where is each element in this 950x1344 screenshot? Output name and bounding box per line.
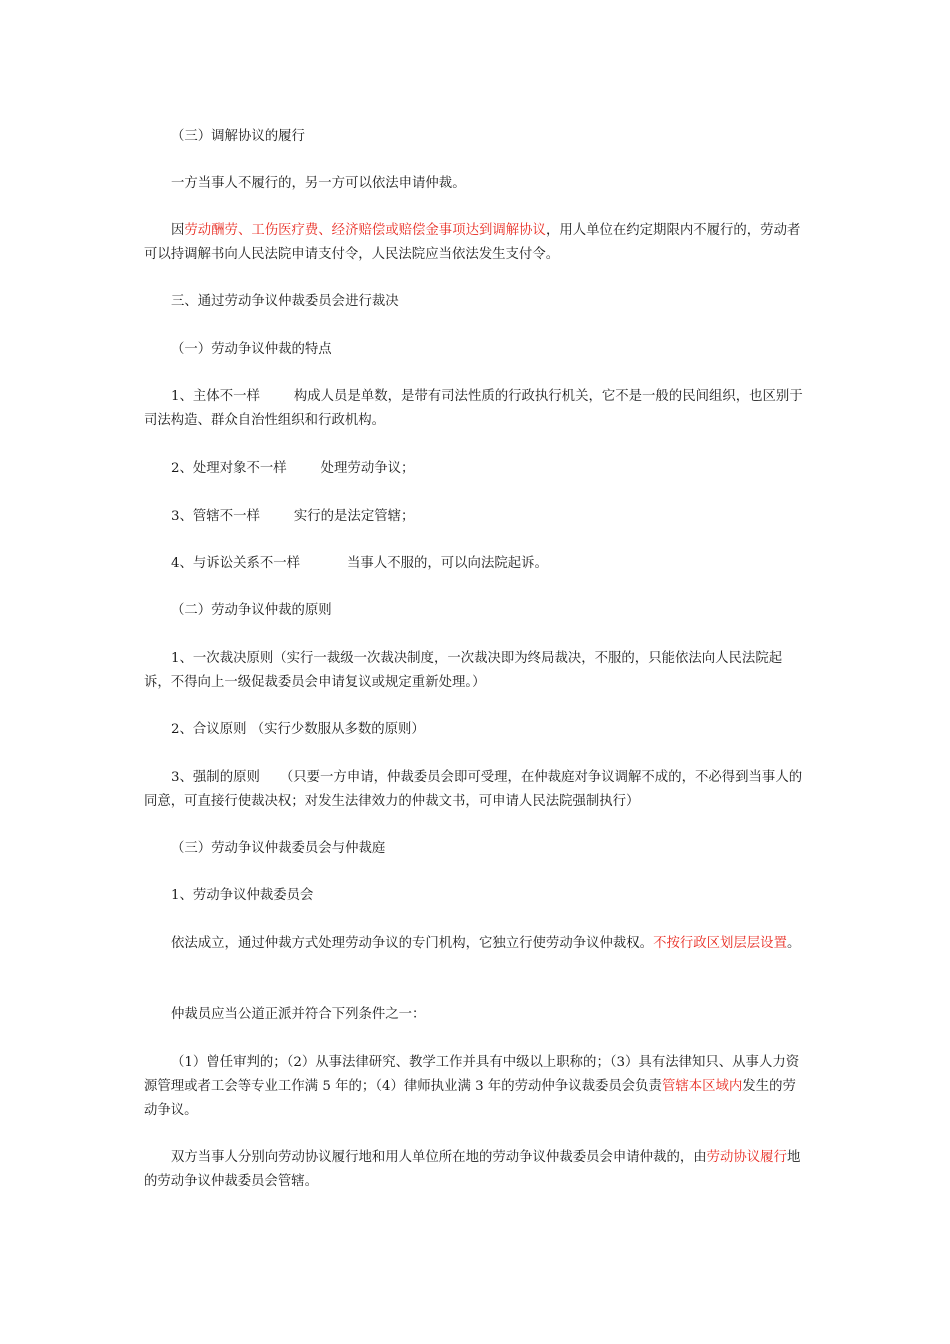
paragraph-text: 仲裁员应当公道正派并符合下列条件之一： [171,1007,426,1022]
paragraph-text: 一方当事人不履行的，另一方可以依法申请仲裁。 [171,176,466,191]
heading-text: （一）劳动争议仲裁的特点 [171,342,332,357]
paragraph-jurisdiction [144,1146,806,1194]
heading-features [144,338,806,362]
principle-item-1 [144,647,806,695]
text-segment: 因 [171,223,185,238]
paragraph-payment-order [144,219,806,267]
feature-item-3 [144,505,806,529]
principle-text: 1、一次裁决原则（实行一裁级一次裁决制度，一次裁决即为终局裁决，不服的，只能依法向人民法院起诉，不得向上一级促裁委员会申请复议或规定重新处理。） [144,651,783,690]
heading-mediation-performance [144,125,806,149]
highlighted-text: 管辖本区域内 [661,1079,743,1094]
text-segment: 双方当事人分别向劳动协议履行地和用人单位所在地的劳动争议仲裁委员会申请仲裁的，由 [171,1150,707,1165]
principle-text: （只要一方申请，仲裁委员会即可受理，在仲裁庭对争议调解不成的，不必得到当事人的同意，可直接行使裁决权；对发生法律效力的仲裁文书，可申请人民法院强制执行） [144,770,803,809]
principle-item-2 [144,718,806,742]
heading-arbitration-section [144,290,806,314]
paragraph-committee-definition [144,932,806,956]
committee-item-1 [144,884,806,908]
feature-label: 1、主体不一样 [171,389,260,404]
heading-text: 三、通过劳动争议仲裁委员会进行裁决 [171,294,399,309]
feature-item-2 [144,457,806,481]
paragraph-arbitrator-conditions [144,1003,806,1027]
heading-text: （三）调解协议的履行 [171,129,305,144]
highlighted-text: 劳动协议履行 [706,1150,787,1165]
feature-text: 构成人员是单数，是带有司法性质的行政执行机关，它不是一般的民间组织，也区别于司法构造、群众自治性组织和行政机构。 [144,389,803,428]
heading-text: （三）劳动争议仲裁委员会与仲裁庭 [171,841,386,856]
heading-text: （二）劳动争议仲裁的原则 [171,603,332,618]
feature-item-4 [144,552,806,576]
heading-committee [144,837,806,861]
principle-label: 3、强制的原则 [171,770,260,785]
paragraph-nonperformance [144,172,806,196]
highlighted-text: 不按行政区划层层设置 [653,936,787,951]
principle-item-3 [144,766,806,814]
text-segment: ，用人单位在约定期限内不履行的，劳动者可以持调解书向人民法院申请支付令，人民法院应当依法发生支付令。 [144,223,801,262]
text-segment: 发生的劳动争议。 [144,1079,796,1118]
text-segment: 。 [786,936,801,951]
feature-text: 处理劳动争议； [320,461,415,476]
principle-text: 2、合议原则 （实行少数服从多数的原则） [171,722,425,737]
paragraph-condition-list [144,1051,806,1123]
feature-label: 3、管辖不一样 [171,509,260,524]
feature-label: 2、处理对象不一样 [171,461,287,476]
feature-label: 4、与诉讼关系不一样 [171,556,301,571]
text-segment: 地的劳动争议仲裁委员会管辖。 [144,1150,801,1189]
committee-text: 1、劳动争议仲裁委员会 [171,888,314,903]
highlighted-text: 劳动酬劳、工伤医疗费、经济赔偿或赔偿金事项达到调解协议 [184,223,546,238]
feature-text: 当事人不服的，可以向法院起诉。 [347,556,548,571]
heading-principles [144,599,806,623]
text-segment: （1）曾任审判的；（2）从事法律研究、教学工作并具有中级以上职称的；（3）具有法律知只、从事人力资源管理或者工会等专业工作满 5 年的；（4）律师执业满 3 年的劳动仲争议裁委员会负责 [144,1055,800,1094]
feature-item-1 [144,385,806,433]
feature-text: 实行的是法定管辖； [293,509,415,524]
text-segment: 依法成立，通过仲裁方式处理劳动争议的专门机构，它独立行使劳动争议仲裁权。 [171,936,654,951]
